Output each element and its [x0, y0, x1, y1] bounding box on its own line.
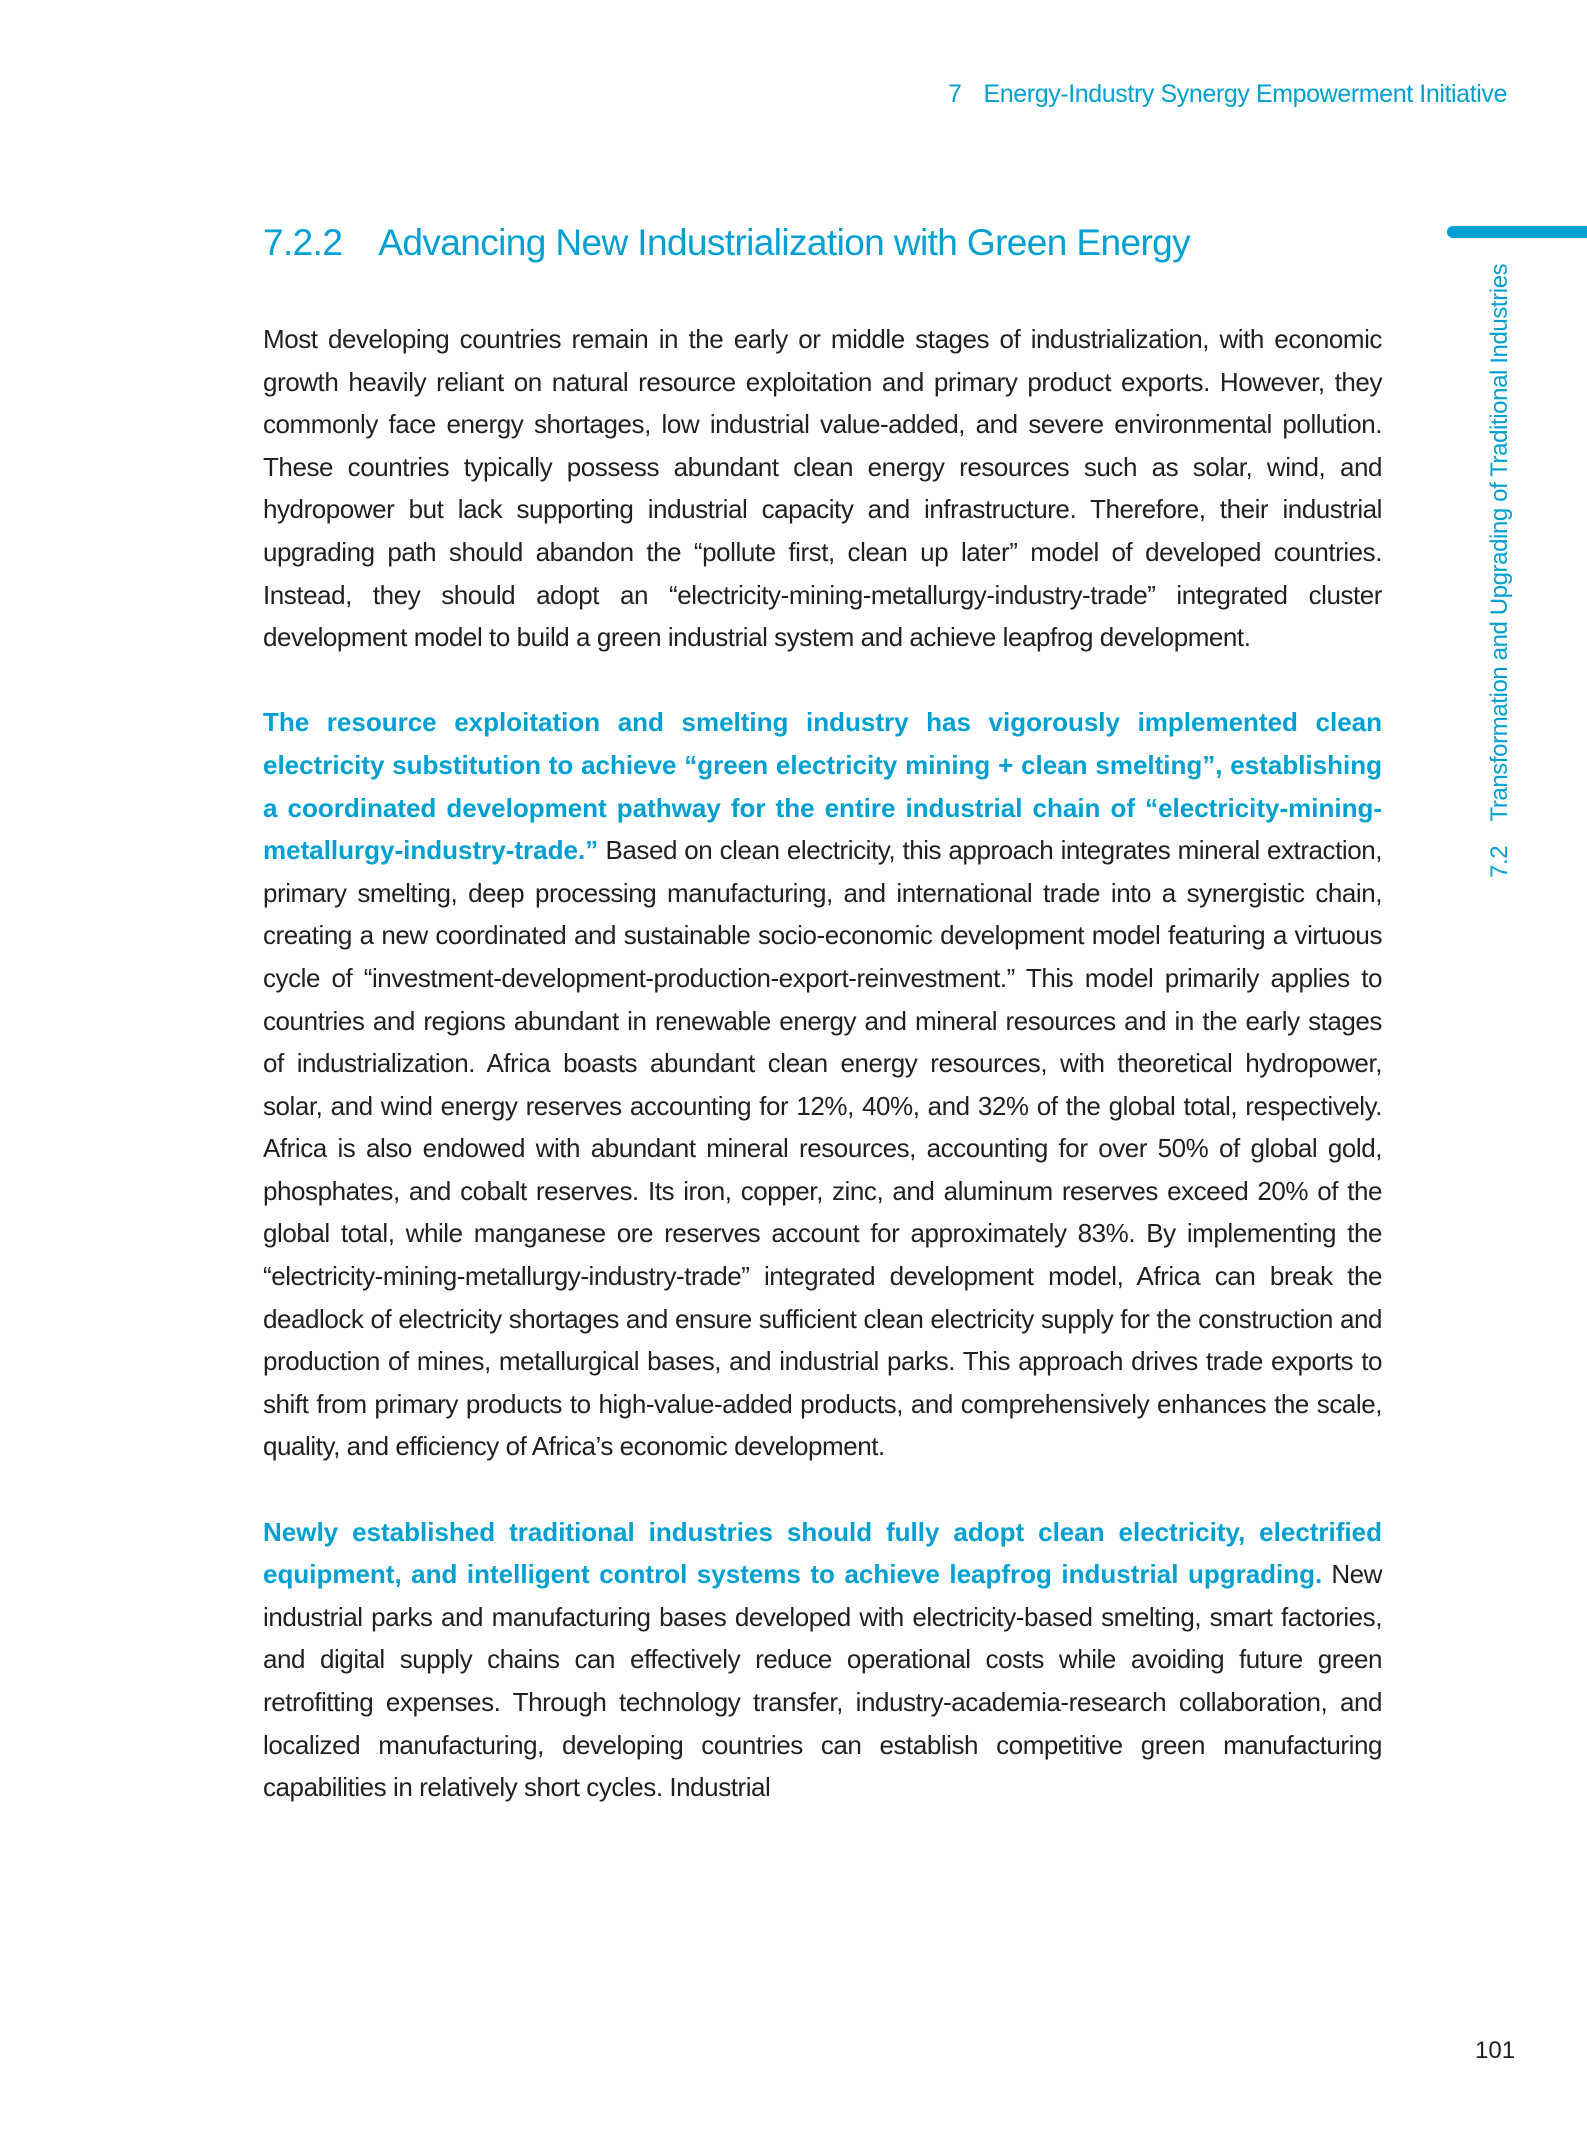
paragraph-text: New industrial parks and manufacturing bases developed with electricity-based smelting, smart factories, and digital supply chains can effectively reduce operational costs while avoiding future green retrofitting expenses. Through technology transfer, industry-academia-research collaboration, and localized manufacturing, developing countries can establish competitive green manufacturing capabilities in relatively short cycles. Industrial [263, 1559, 1382, 1803]
paragraph [263, 318, 1382, 659]
paragraph [263, 701, 1382, 1468]
section-tab-bar [1447, 226, 1587, 238]
paragraph-text: Most developing countries remain in the early or middle stages of industrialization, with economic growth heavily reliant on natural resource exploitation and primary product exports. However, they commonly face energy shortages, low industrial value-added, and severe environmental pollution. These countries typically possess abundant clean energy resources such as solar, wind, and hydropower but lack supporting industrial capacity and infrastructure. Therefore, their industrial upgrading path should abandon the “pollute first, clean up later” model of developed countries. Instead, they should adopt an “electricity-mining-metallurgy-industry-trade” integrated cluster development model to build a green industrial system and achieve leapfrog development. [263, 324, 1382, 653]
paragraph [263, 1511, 1382, 1809]
side-section-label [1486, 258, 1514, 878]
chapter-number: 7 [947, 80, 962, 108]
side-section-title: Transformation and Upgrading of Traditional Industries [1486, 263, 1513, 822]
paragraph-highlight: The resource exploitation and smelting industry has vigorously implemented clean electricity substitution to achieve “green electricity mining + clean smelting”, establishing a coordinated development pathway for the entire industrial chain of “electricity-mining-metallurgy-industry-trade.” [263, 707, 1382, 866]
paragraph-text: Based on clean electricity, this approach integrates mineral extraction, primary smelting, deep processing manufacturing, and international trade into a synergistic chain, creating a new coordinated and sustainable socio-economic development model featuring a virtuous cycle of “investment-development-production-export-reinvestment.” This model primarily applies to countries and regions abundant in renewable energy and mineral resources and in the early stages of industrialization. Africa boasts abundant clean energy resources, with theoretical hydropower, solar, and wind energy reserves accounting for 12%, 40%, and 32% of the global total, respectively. Africa is also endowed with abundant mineral resources, accounting for over 50% of global gold, phosphates, and cobalt reserves. Its iron, copper, zinc, and aluminum reserves exceed 20% of the global total, while manganese ore reserves account for approximately 83%. By implementing the “electricity-mining-metallurgy-industry-trade” integrated development model, Africa can break the deadlock of electricity shortages and ensure sufficient clean electricity supply for the construction and production of mines, metallurgical bases, and industrial parks. This approach drives trade exports to shift from primary products to high-value-added products, and comprehensively enhances the scale, quality, and efficiency of Africa’s economic development. [263, 835, 1382, 1462]
section-number: 7.2.2 [263, 222, 343, 263]
section-heading [263, 222, 1190, 264]
chapter-title: Energy-Industry Synergy Empowerment Initiative [983, 80, 1507, 108]
body-text [263, 318, 1382, 1851]
paragraph-highlight: Newly established traditional industries should fully adopt clean electricity, electrified equipment, and intelligent control systems to achieve leapfrog industrial upgrading. [263, 1516, 1382, 1590]
page-number: 101 [1475, 2037, 1516, 2064]
side-section-number: 7.2 [1486, 845, 1513, 878]
section-title: Advancing New Industrialization with Green Energy [378, 222, 1191, 263]
running-header [948, 80, 1507, 109]
